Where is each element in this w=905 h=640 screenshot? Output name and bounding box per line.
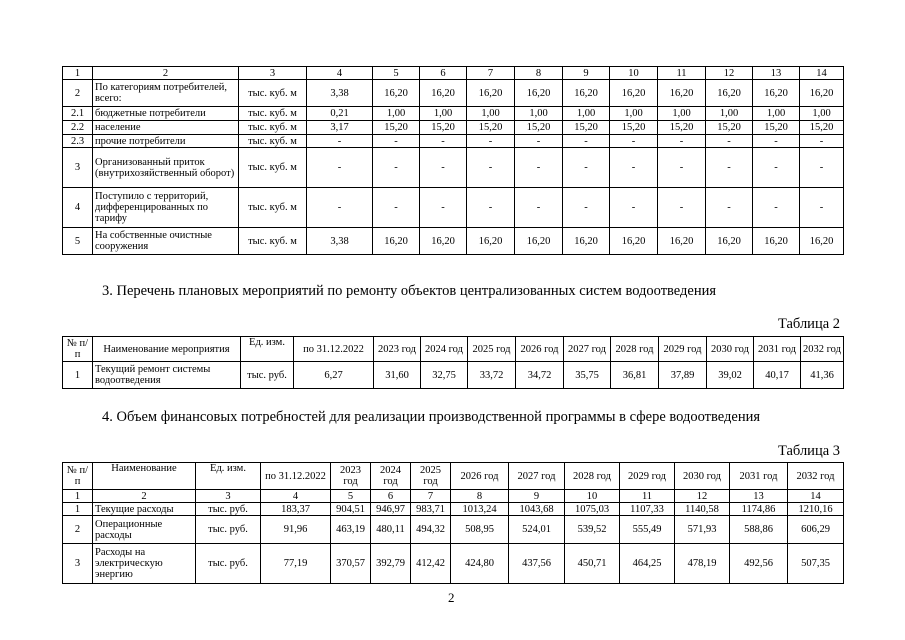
cell-value: 507,35 (788, 544, 844, 584)
row-number: 3 (63, 148, 93, 188)
cell-value: 16,20 (706, 80, 753, 107)
cell-value: 1,00 (373, 107, 420, 121)
cell-value: 588,86 (730, 516, 788, 544)
cell-value: 15,20 (420, 121, 467, 135)
row-number: 2 (63, 516, 93, 544)
row-name: На собственные очистные сооружения (93, 228, 239, 255)
page-number: 2 (448, 590, 455, 605)
table-consumption (62, 66, 844, 255)
cell-value: 37,89 (659, 362, 707, 389)
cell-value: 370,57 (331, 544, 371, 584)
cell-value: - (515, 188, 563, 228)
table-2-caption: Таблица 2 (778, 316, 841, 332)
column-number: 9 (563, 67, 610, 80)
table-row (63, 121, 844, 135)
cell-value: 3,38 (307, 228, 373, 255)
cell-value: - (373, 188, 420, 228)
cell-value: 571,93 (675, 516, 730, 544)
cell-value: 15,20 (467, 121, 515, 135)
cell-value: 15,20 (373, 121, 420, 135)
cell-value: 1,00 (706, 107, 753, 121)
cell-value: 91,96 (261, 516, 331, 544)
column-number: 6 (371, 490, 411, 503)
cell-value: - (753, 148, 800, 188)
row-name: Текущий ремонт системы водоотведения (93, 362, 241, 389)
cell-value: 16,20 (610, 80, 658, 107)
cell-value: - (610, 148, 658, 188)
cell-value: 16,20 (373, 228, 420, 255)
header-period: 2026 год (516, 337, 564, 362)
table-row (63, 135, 844, 148)
cell-value: - (373, 148, 420, 188)
column-number: 8 (451, 490, 509, 503)
cell-value: - (658, 188, 706, 228)
row-number: 1 (63, 503, 93, 516)
cell-value: 1,00 (658, 107, 706, 121)
column-number: 3 (239, 67, 307, 80)
cell-value: - (800, 188, 844, 228)
table-header-numbering (63, 67, 844, 80)
header-name: Наименование мероприятия (93, 337, 241, 362)
cell-value: - (420, 188, 467, 228)
header-unit: Ед. изм. (196, 463, 261, 490)
table-header-numbering (63, 490, 844, 503)
cell-value: 35,75 (564, 362, 611, 389)
row-unit: тыс. куб. м (239, 148, 307, 188)
cell-value: 1075,03 (565, 503, 620, 516)
column-number: 13 (730, 490, 788, 503)
cell-value: - (373, 135, 420, 148)
cell-value: - (706, 135, 753, 148)
header-name: Наименование (93, 463, 196, 490)
cell-value: 480,11 (371, 516, 411, 544)
cell-value: 1210,16 (788, 503, 844, 516)
cell-value: 3,38 (307, 80, 373, 107)
cell-value: - (800, 135, 844, 148)
cell-value: 16,20 (658, 80, 706, 107)
header-number: № п/п (63, 337, 93, 362)
row-unit: тыс. руб. (196, 503, 261, 516)
row-name: Организованный приток (внутрихозяйственный оборот) (93, 148, 239, 188)
column-number: 2 (93, 67, 239, 80)
row-name: бюджетные потребители (93, 107, 239, 121)
column-number: 7 (467, 67, 515, 80)
header-period: 2028 год (611, 337, 659, 362)
header-period: 2027 год (509, 463, 565, 490)
cell-value: - (563, 188, 610, 228)
column-number: 5 (373, 67, 420, 80)
cell-value: - (753, 135, 800, 148)
cell-value: - (706, 188, 753, 228)
cell-value: - (658, 135, 706, 148)
row-number: 2 (63, 80, 93, 107)
cell-value: 524,01 (509, 516, 565, 544)
row-unit: тыс. куб. м (239, 121, 307, 135)
cell-value: 15,20 (753, 121, 800, 135)
cell-value: - (467, 148, 515, 188)
column-number: 1 (63, 490, 93, 503)
row-name: Текущие расходы (93, 503, 196, 516)
column-number: 12 (706, 67, 753, 80)
header-period: 2030 год (675, 463, 730, 490)
header-period: по 31.12.2022 (261, 463, 331, 490)
cell-value: 33,72 (468, 362, 516, 389)
cell-value: 1,00 (515, 107, 563, 121)
header-period: 2025 год (411, 463, 451, 490)
row-number: 2.2 (63, 121, 93, 135)
header-period: 2032 год (801, 337, 844, 362)
row-unit: тыс. куб. м (239, 135, 307, 148)
row-name: Поступило с территорий, дифференцированных по тарифу (93, 188, 239, 228)
table-header (63, 337, 844, 362)
column-number: 6 (420, 67, 467, 80)
cell-value: 16,20 (658, 228, 706, 255)
header-period: 2027 год (564, 337, 611, 362)
cell-value: 15,20 (658, 121, 706, 135)
table-row (63, 188, 844, 228)
cell-value: 1,00 (610, 107, 658, 121)
row-unit: тыс. куб. м (239, 107, 307, 121)
column-number: 10 (610, 67, 658, 80)
table-row (63, 503, 844, 516)
cell-value: 16,20 (467, 80, 515, 107)
row-name: По категориям потребителей, всего: (93, 80, 239, 107)
cell-value: - (307, 148, 373, 188)
cell-value: 1,00 (563, 107, 610, 121)
cell-value: - (610, 188, 658, 228)
table-row (63, 544, 844, 584)
cell-value: 15,20 (706, 121, 753, 135)
column-number: 11 (658, 67, 706, 80)
section-3-title: 3. Перечень плановых мероприятий по ремонту объектов централизованных систем водоотведения (102, 283, 717, 299)
row-name: прочие потребители (93, 135, 239, 148)
cell-value: 463,19 (331, 516, 371, 544)
cell-value: - (515, 135, 563, 148)
section-4-title: 4. Объем финансовых потребностей для реализации производственной программы в сфере водоотведения (102, 409, 761, 425)
cell-value: 77,19 (261, 544, 331, 584)
cell-value: 1174,86 (730, 503, 788, 516)
cell-value: 16,20 (753, 80, 800, 107)
cell-value: 40,17 (754, 362, 801, 389)
column-number: 9 (509, 490, 565, 503)
cell-value: 36,81 (611, 362, 659, 389)
cell-value: 15,20 (563, 121, 610, 135)
table-financial-needs (62, 462, 844, 584)
column-number: 12 (675, 490, 730, 503)
cell-value: - (467, 135, 515, 148)
row-unit: тыс. руб. (196, 516, 261, 544)
header-period: 2028 год (565, 463, 620, 490)
cell-value: 946,97 (371, 503, 411, 516)
column-number: 14 (800, 67, 844, 80)
table-header (63, 463, 844, 490)
cell-value: 904,51 (331, 503, 371, 516)
row-number: 2.1 (63, 107, 93, 121)
header-period: 2024 год (421, 337, 468, 362)
header-period: 2030 год (707, 337, 754, 362)
row-number: 4 (63, 188, 93, 228)
cell-value: - (563, 135, 610, 148)
cell-value: - (753, 188, 800, 228)
row-unit: тыс. руб. (241, 362, 294, 389)
cell-value: 1013,24 (451, 503, 509, 516)
cell-value: - (420, 148, 467, 188)
header-period: по 31.12.2022 (294, 337, 374, 362)
row-unit: тыс. куб. м (239, 228, 307, 255)
cell-value: 1,00 (800, 107, 844, 121)
column-number: 10 (565, 490, 620, 503)
cell-value: 539,52 (565, 516, 620, 544)
cell-value: 15,20 (800, 121, 844, 135)
column-number: 1 (63, 67, 93, 80)
cell-value: - (307, 188, 373, 228)
cell-value: 16,20 (563, 80, 610, 107)
cell-value: 478,19 (675, 544, 730, 584)
cell-value: 464,25 (620, 544, 675, 584)
cell-value: 32,75 (421, 362, 468, 389)
column-number: 13 (753, 67, 800, 80)
cell-value: - (467, 188, 515, 228)
cell-value: - (563, 148, 610, 188)
header-period: 2023 год (374, 337, 421, 362)
cell-value: - (515, 148, 563, 188)
row-name: Операционные расходы (93, 516, 196, 544)
cell-value: 6,27 (294, 362, 374, 389)
cell-value: 1140,58 (675, 503, 730, 516)
cell-value: 1,00 (753, 107, 800, 121)
column-number: 4 (261, 490, 331, 503)
header-period: 2025 год (468, 337, 516, 362)
row-unit: тыс. руб. (196, 544, 261, 584)
cell-value: 16,20 (515, 228, 563, 255)
table-row (63, 228, 844, 255)
cell-value: 424,80 (451, 544, 509, 584)
cell-value: 16,20 (515, 80, 563, 107)
cell-value: - (307, 135, 373, 148)
cell-value: 555,49 (620, 516, 675, 544)
header-period: 2029 год (659, 337, 707, 362)
row-unit: тыс. куб. м (239, 188, 307, 228)
cell-value: 1107,33 (620, 503, 675, 516)
header-period: 2032 год (788, 463, 844, 490)
cell-value: 392,79 (371, 544, 411, 584)
cell-value: 15,20 (515, 121, 563, 135)
table-3-caption: Таблица 3 (778, 443, 841, 459)
cell-value: 437,56 (509, 544, 565, 584)
header-number: № п/п (63, 463, 93, 490)
row-number: 1 (63, 362, 93, 389)
cell-value: 16,20 (800, 80, 844, 107)
header-unit: Ед. изм. (241, 337, 294, 362)
cell-value: 606,29 (788, 516, 844, 544)
cell-value: 450,71 (565, 544, 620, 584)
cell-value: 16,20 (467, 228, 515, 255)
cell-value: 16,20 (420, 80, 467, 107)
cell-value: 41,36 (801, 362, 844, 389)
table-row (63, 148, 844, 188)
cell-value: 34,72 (516, 362, 564, 389)
cell-value: 494,32 (411, 516, 451, 544)
column-number: 14 (788, 490, 844, 503)
cell-value: 16,20 (800, 228, 844, 255)
table-row (63, 107, 844, 121)
header-period: 2031 год (754, 337, 801, 362)
cell-value: 16,20 (610, 228, 658, 255)
cell-value: 16,20 (706, 228, 753, 255)
cell-value: - (706, 148, 753, 188)
table-row (63, 80, 844, 107)
header-period: 2031 год (730, 463, 788, 490)
cell-value: 16,20 (753, 228, 800, 255)
table-repair-plan (62, 336, 844, 389)
cell-value: 492,56 (730, 544, 788, 584)
column-number: 8 (515, 67, 563, 80)
table-row (63, 516, 844, 544)
header-period: 2024 год (371, 463, 411, 490)
column-number: 11 (620, 490, 675, 503)
cell-value: 1,00 (420, 107, 467, 121)
column-number: 5 (331, 490, 371, 503)
cell-value: - (658, 148, 706, 188)
cell-value: 183,37 (261, 503, 331, 516)
row-number: 3 (63, 544, 93, 584)
cell-value: 16,20 (373, 80, 420, 107)
table-row (63, 362, 844, 389)
cell-value: 412,42 (411, 544, 451, 584)
cell-value: 1043,68 (509, 503, 565, 516)
cell-value: 0,21 (307, 107, 373, 121)
cell-value: 16,20 (563, 228, 610, 255)
header-period: 2023 год (331, 463, 371, 490)
cell-value: 39,02 (707, 362, 754, 389)
column-number: 2 (93, 490, 196, 503)
cell-value: 15,20 (610, 121, 658, 135)
cell-value: 16,20 (420, 228, 467, 255)
header-period: 2029 год (620, 463, 675, 490)
row-number: 5 (63, 228, 93, 255)
column-number: 3 (196, 490, 261, 503)
row-name: Расходы на электрическую энергию (93, 544, 196, 584)
cell-value: 1,00 (467, 107, 515, 121)
cell-value: 31,60 (374, 362, 421, 389)
row-number: 2.3 (63, 135, 93, 148)
header-period: 2026 год (451, 463, 509, 490)
cell-value: - (800, 148, 844, 188)
column-number: 7 (411, 490, 451, 503)
cell-value: 983,71 (411, 503, 451, 516)
column-number: 4 (307, 67, 373, 80)
cell-value: - (420, 135, 467, 148)
cell-value: 3,17 (307, 121, 373, 135)
row-name: население (93, 121, 239, 135)
cell-value: - (610, 135, 658, 148)
cell-value: 508,95 (451, 516, 509, 544)
row-unit: тыс. куб. м (239, 80, 307, 107)
